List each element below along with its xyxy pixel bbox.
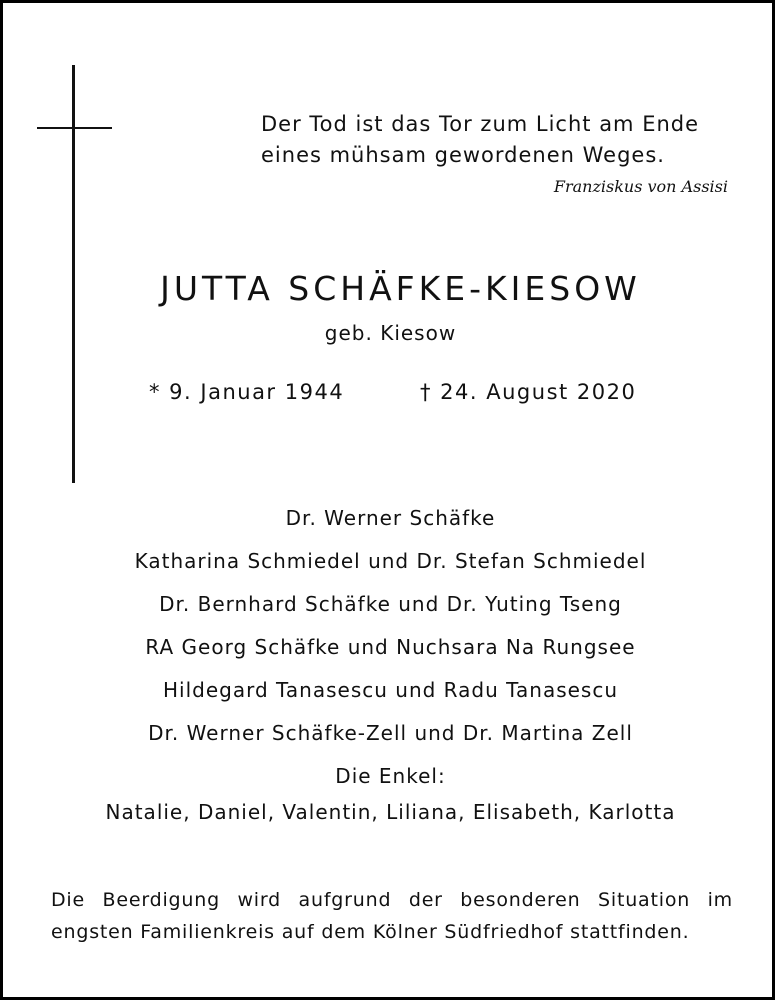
- mourner-entry: Katharina Schmiedel und Dr. Stefan Schmiedel: [134, 549, 647, 573]
- quote-line: eines mühsam gewordenen Weges.: [261, 143, 665, 167]
- maiden-name: geb. Kiesow: [324, 321, 457, 345]
- deceased-name: JUTTA SCHÄFKE-KIESOW: [160, 269, 641, 308]
- death-date: † 24. August 2020: [420, 380, 637, 404]
- cross-icon-bar: [37, 127, 112, 129]
- mourner-entry: Hildegard Tanasescu und Radu Tanasescu: [162, 678, 619, 702]
- quote: [261, 109, 741, 171]
- mourner-entry: Dr. Werner Schäfke: [285, 506, 496, 530]
- grandchildren-names: Natalie, Daniel, Valentin, Liliana, Elisabeth, Karlotta: [105, 800, 676, 824]
- burial-notice: [51, 884, 733, 948]
- grandchildren-label: Die Enkel:: [335, 764, 446, 788]
- burial-line: Die Beerdigung wird aufgrund der besonderen Situation im: [51, 889, 733, 911]
- mourner-entry: RA Georg Schäfke und Nuchsara Na Rungsee: [145, 635, 636, 659]
- birth-date: * 9. Januar 1944: [149, 380, 345, 404]
- mourner-list: [3, 503, 775, 761]
- quote-author: Franziskus von Assisi: [553, 177, 728, 196]
- burial-line: engsten Familienkreis auf dem Kölner Südfriedhof stattfinden.: [51, 921, 690, 943]
- mourner-entry: Dr. Werner Schäfke-Zell und Dr. Martina Zell: [148, 721, 633, 745]
- quote-line: Der Tod ist das Tor zum Licht am Ende: [261, 112, 700, 136]
- mourner-entry: Dr. Bernhard Schäfke und Dr. Yuting Tseng: [159, 592, 622, 616]
